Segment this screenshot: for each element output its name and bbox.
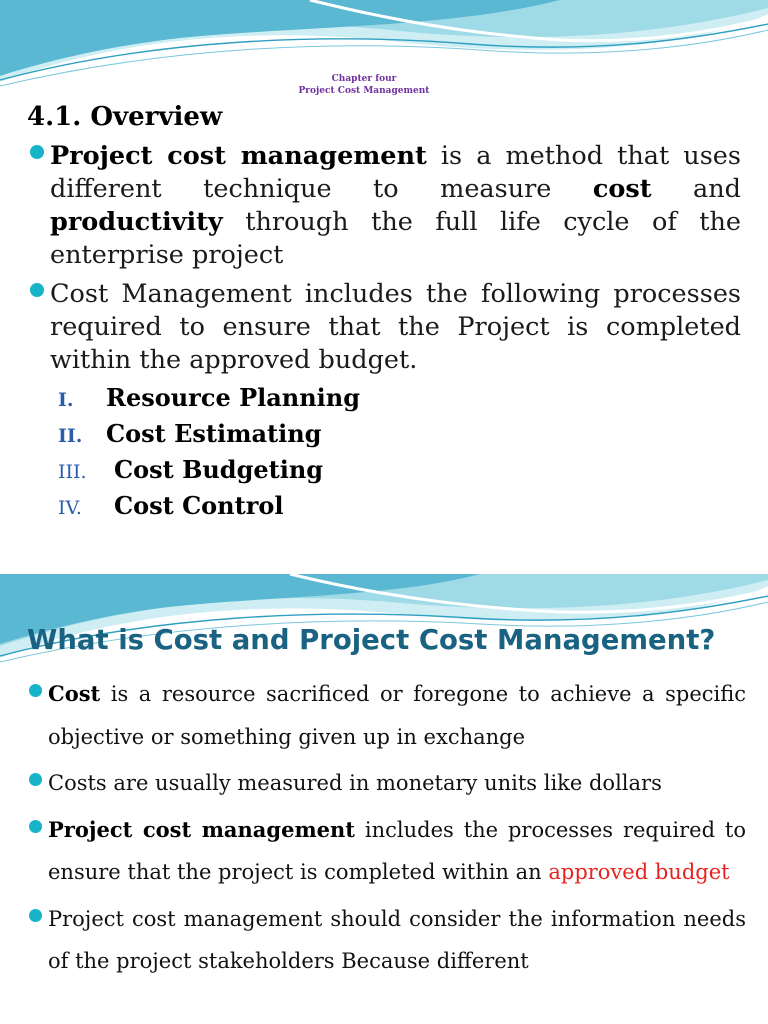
list-item — [48, 762, 746, 805]
list-item — [50, 278, 741, 377]
definition-bullet-list — [48, 673, 746, 987]
process-item — [58, 491, 360, 527]
bold-term: cost — [592, 174, 652, 204]
bullet-text: Project cost management should consider the information needs of the project stakeholders Because different — [48, 906, 746, 973]
list-item — [48, 809, 746, 894]
bullet-dot-icon — [29, 820, 42, 833]
bullet-dot-icon — [30, 145, 44, 159]
bullet-dot-icon — [30, 283, 44, 297]
list-item — [48, 673, 746, 758]
process-label: Resource Planning — [106, 383, 361, 412]
process-list — [58, 383, 360, 527]
slide-title: What is Cost and Project Cost Management? — [27, 624, 716, 656]
bullet-text: and — [651, 174, 741, 204]
bold-term: Project cost management — [48, 816, 355, 842]
list-item — [48, 898, 746, 983]
chapter-subtitle: Project Cost Management — [298, 86, 430, 96]
bullet-dot-icon — [29, 909, 42, 922]
roman-numeral: IV. — [58, 497, 82, 519]
bullet-dot-icon — [29, 684, 42, 697]
process-item — [58, 419, 360, 455]
bullet-text: is a method that uses different technique to measure — [50, 141, 741, 204]
overview-heading: 4.1. Overview — [27, 102, 223, 132]
process-item — [58, 383, 360, 419]
process-item — [58, 455, 360, 491]
roman-numeral: II. — [58, 425, 83, 447]
overview-bullet-list — [50, 140, 741, 383]
bold-term: Project cost management — [50, 141, 427, 171]
highlight-text: approved budget — [548, 860, 730, 884]
process-label: Cost Control — [114, 491, 284, 520]
roman-numeral: I. — [58, 389, 74, 411]
bullet-text: includes the processes required to ensure that the project is completed within an — [48, 817, 746, 884]
process-label: Cost Budgeting — [114, 455, 324, 484]
roman-numeral: III. — [58, 461, 87, 483]
chapter-label: Chapter four — [331, 74, 397, 84]
bullet-text: Cost Management includes the following processes required to ensure that the Project is completed within the approved budget. — [50, 279, 741, 375]
process-label: Cost Estimating — [106, 419, 322, 448]
bullet-dot-icon — [29, 773, 42, 786]
bold-term: Cost — [48, 681, 101, 706]
list-item — [50, 140, 741, 272]
bullet-text: is a resource sacrificed or foregone to achieve a specific objective or something given up in exchange — [48, 682, 746, 749]
bullet-text: through the full life cycle of the enterprise project — [50, 207, 741, 270]
slide-2 — [0, 574, 768, 1024]
bullet-text: Costs are usually measured in monetary units like dollars — [48, 771, 662, 795]
bold-term: productivity — [50, 207, 223, 237]
chapter-header — [0, 73, 728, 97]
